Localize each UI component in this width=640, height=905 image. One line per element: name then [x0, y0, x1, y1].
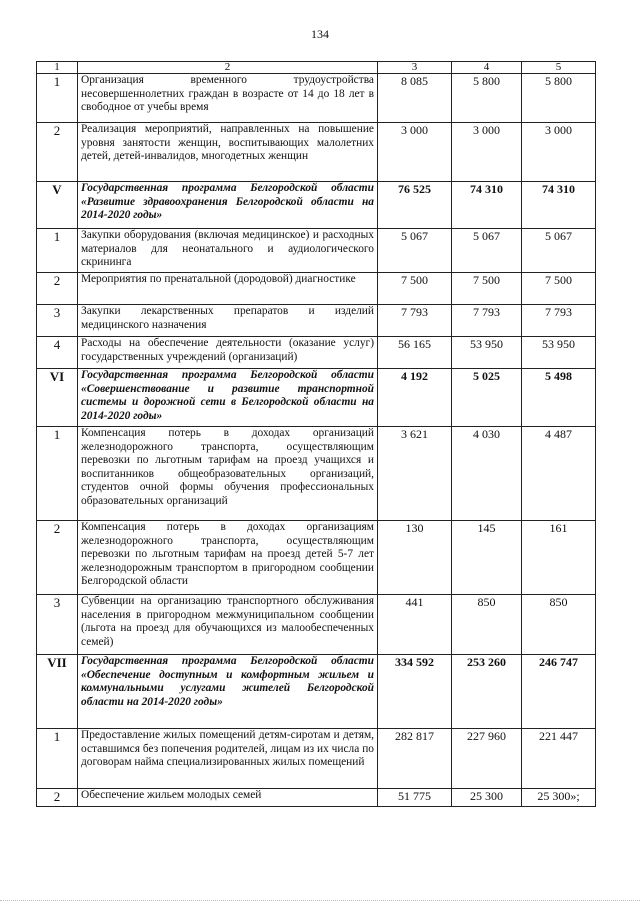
- row-number: 1: [37, 74, 78, 123]
- section-number: VII: [37, 655, 78, 729]
- value-col3: 7 793: [378, 305, 452, 337]
- value-col5: 7 500: [522, 273, 596, 305]
- header-cell: 5: [522, 62, 596, 74]
- value-col5: 53 950: [522, 337, 596, 369]
- row-name: Мероприятия по пренатальной (дородовой) диагностике: [78, 273, 378, 305]
- table-row: [37, 273, 596, 305]
- row-name: Субвенции на организацию транспортного обслуживания населения в пригородном межмуниципальном сообщении (льгота на проезд для обучающихся из малообеспеченных семей): [78, 595, 378, 655]
- section-number: V: [37, 182, 78, 229]
- value-col4: 74 310: [452, 182, 522, 229]
- value-col3: 8 085: [378, 74, 452, 123]
- value-col3: 334 592: [378, 655, 452, 729]
- row-name: Организация временного трудоустройства несовершеннолетних граждан в возрасте от 14 до 18 лет в свободное от учебы время: [78, 74, 378, 123]
- value-col4: 5 025: [452, 369, 522, 427]
- value-col4: 850: [452, 595, 522, 655]
- table-row: [37, 729, 596, 789]
- section-title: Государственная программа Белгородской области «Совершенствование и развитие транспортной системы и дорожной сети в Белгородской области на 2014-2020 годы»: [78, 369, 378, 427]
- value-col4: 7 793: [452, 305, 522, 337]
- table-row: [37, 229, 596, 273]
- row-name: Расходы на обеспечение деятельности (оказание услуг) государственных учреждений (организаций): [78, 337, 378, 369]
- value-col4: 253 260: [452, 655, 522, 729]
- value-col4: 4 030: [452, 427, 522, 521]
- value-col5: 5 800: [522, 74, 596, 123]
- value-col3: 51 775: [378, 789, 452, 807]
- section-row: [37, 655, 596, 729]
- page-number: 134: [311, 27, 329, 41]
- value-col4: 227 960: [452, 729, 522, 789]
- value-col5: 221 447: [522, 729, 596, 789]
- table-row: [37, 789, 596, 807]
- row-number: 1: [37, 427, 78, 521]
- table-row: [37, 521, 596, 595]
- value-col3: 3 000: [378, 123, 452, 182]
- value-col5: 25 300»;: [522, 789, 596, 807]
- header-cell: 2: [78, 62, 378, 74]
- row-number: 1: [37, 229, 78, 273]
- row-number: 2: [37, 273, 78, 305]
- value-col5: 4 487: [522, 427, 596, 521]
- table-row: [37, 427, 596, 521]
- row-number: 1: [37, 729, 78, 789]
- value-col5: 5 498: [522, 369, 596, 427]
- value-col3: 441: [378, 595, 452, 655]
- scan-edge-line: [0, 900, 640, 902]
- table-row: [37, 337, 596, 369]
- row-number: 2: [37, 789, 78, 807]
- value-col4: 25 300: [452, 789, 522, 807]
- value-col4: 5 067: [452, 229, 522, 273]
- value-col5: 7 793: [522, 305, 596, 337]
- value-col5: 850: [522, 595, 596, 655]
- section-number: VI: [37, 369, 78, 427]
- budget-table: [36, 61, 596, 807]
- value-col5: 3 000: [522, 123, 596, 182]
- value-col3: 7 500: [378, 273, 452, 305]
- value-col4: 5 800: [452, 74, 522, 123]
- row-number: 3: [37, 305, 78, 337]
- section-title: Государственная программа Белгородской области «Обеспечение доступным и комфортным жильем и коммунальными услугами жителей Белгородской области на 2014-2020 годы»: [78, 655, 378, 729]
- value-col5: 161: [522, 521, 596, 595]
- row-name: Предоставление жилых помещений детям-сиротам и детям, оставшимся без попечения родителей, лицам из их числа по договорам найма специализированных жилых помещений: [78, 729, 378, 789]
- value-col5: 5 067: [522, 229, 596, 273]
- row-name: Компенсация потерь в доходах организациям железнодорожного транспорта, осуществляющим перевозки по льготным тарифам на проезд детей 5-7 лет железнодорожным транспортом в пригородном сообщении Белгородской области: [78, 521, 378, 595]
- header-row: [37, 62, 596, 74]
- row-name: Компенсация потерь в доходах организаций железнодорожного транспорта, осуществляющим перевозки по льготным тарифам на проезд учащихся и воспитанников общеобразовательных организаций, студентов очной формы обучения профессиональных образовательных организаций: [78, 427, 378, 521]
- value-col5: 74 310: [522, 182, 596, 229]
- value-col4: 145: [452, 521, 522, 595]
- table-row: [37, 123, 596, 182]
- row-number: 2: [37, 521, 78, 595]
- table-row: [37, 305, 596, 337]
- header-cell: 3: [378, 62, 452, 74]
- table-row: [37, 74, 596, 123]
- row-name: Закупки лекарственных препаратов и изделий медицинского назначения: [78, 305, 378, 337]
- value-col4: 3 000: [452, 123, 522, 182]
- row-number: 3: [37, 595, 78, 655]
- section-row: [37, 182, 596, 229]
- value-col3: 130: [378, 521, 452, 595]
- value-col3: 5 067: [378, 229, 452, 273]
- section-title: Государственная программа Белгородской области «Развитие здравоохранения Белгородской области на 2014-2020 годы»: [78, 182, 378, 229]
- header-cell: 4: [452, 62, 522, 74]
- row-name: Обеспечение жильем молодых семей: [78, 789, 378, 807]
- value-col3: 282 817: [378, 729, 452, 789]
- row-number: 4: [37, 337, 78, 369]
- value-col3: 76 525: [378, 182, 452, 229]
- table-row: [37, 595, 596, 655]
- value-col3: 4 192: [378, 369, 452, 427]
- value-col4: 7 500: [452, 273, 522, 305]
- value-col5: 246 747: [522, 655, 596, 729]
- value-col4: 53 950: [452, 337, 522, 369]
- value-col3: 3 621: [378, 427, 452, 521]
- row-name: Закупки оборудования (включая медицинское) и расходных материалов для неонатального и аудиологического скрининга: [78, 229, 378, 273]
- row-name: Реализация мероприятий, направленных на повышение уровня занятости женщин, воспитывающих малолетних детей, детей-инвалидов, многодетных женщин: [78, 123, 378, 182]
- row-number: 2: [37, 123, 78, 182]
- header-cell: 1: [37, 62, 78, 74]
- value-col3: 56 165: [378, 337, 452, 369]
- section-row: [37, 369, 596, 427]
